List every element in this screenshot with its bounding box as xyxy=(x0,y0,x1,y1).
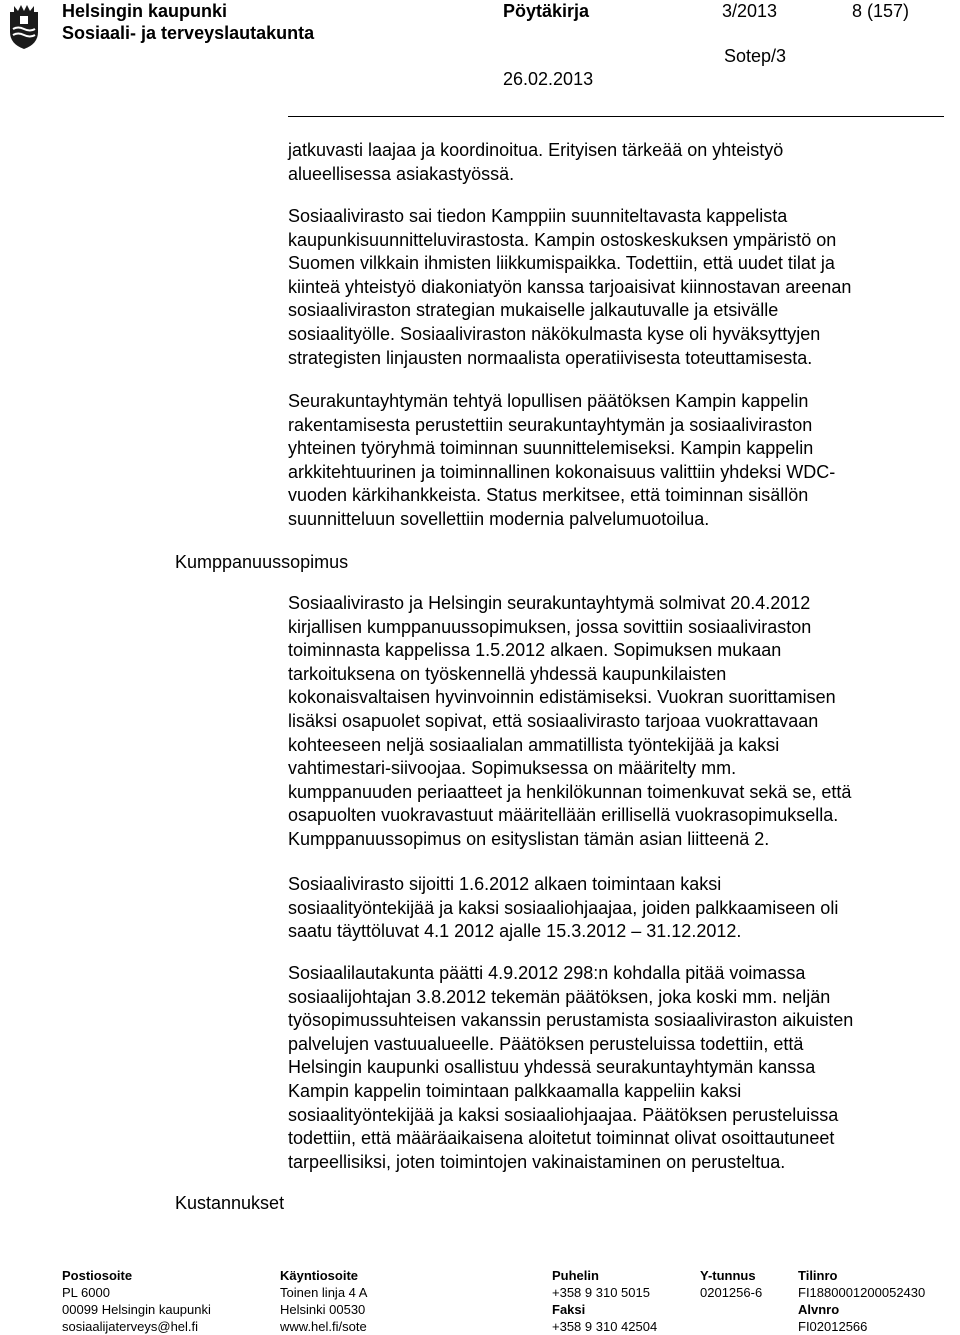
section-code: Sotep/3 xyxy=(724,46,787,66)
paragraph: Sosiaalivirasto sijoitti 1.6.2012 alkaen toimintaan kaksi sosiaalityöntekijää ja kaksi sosiaaliohjaajaa, joiden palkkaamiseen oli saatu täyttöluvat 4.1 2012 ajalle 15.3.2012 – 31.12.2012. xyxy=(288,874,839,942)
footer-email-link[interactable]: sosiaalijaterveys@hel.fi xyxy=(62,1319,199,1334)
board-name: Sosiaali- ja terveyslautakunta xyxy=(62,23,315,43)
footer-visiting-address: Käyntiosoite Toinen linja 4 A Helsinki 00530 www.hel.fi/sote xyxy=(280,1268,368,1334)
document-type: Pöytäkirja xyxy=(503,1,590,21)
organization-name: Helsingin kaupunki xyxy=(62,1,228,21)
page-number: 8 (157) xyxy=(852,1,910,21)
footer-account: Tilinro FI1880001200052430 Alvnro FI02012566 xyxy=(798,1268,926,1334)
meeting-date: 26.02.2013 xyxy=(503,69,594,89)
paragraph: Sosiaalilautakunta päätti 4.9.2012 298:n kohdalla pitää voimassa sosiaalijohtajan 3.8.2012 tekemän päätöksen, joka koski mm. neljän työsopimussuhteisen vakanssin perustamista sosiaaliviraston aikuisten palvelujen vastuualueelle. Päätöksen perusteluissa todettiin, että Helsingin kaupunki osallistuu yhdessä seurakuntayhtymän kanssa Kampin kappelin toimintaan palkkaamalla kappeliin kaksi sosiaalityöntekijää ja kaksi sosiaaliohjaajaa. Päätöksen perusteluissa todettiin, että määräaikaisena aloitetut toiminnat olivat osoittautuneet tarpeellisiksi, joten toimintojen vakinaistaminen on perusteltua. xyxy=(288,963,854,1172)
paragraph: Sosiaalivirasto ja Helsingin seurakuntayhtymä solmivat 20.4.2012 kirjallisen kumppanuussopimuksen, jossa sovittiin sosiaaliviraston toiminnasta kappelissa 1.5.2012 alkaen. Sopimuksen mukaan tarkoituksena on työskennellä yhdessä kaupunkilaisten kokonaisvaltaisen hyvinvoinnin edistämiseksi. Vuokran suorittamisen lisäksi osapuolet sopivat, että sosiaalivirasto tarjoaa vuokrattavaan kohteeseen neljä sosiaalialan ammatillista työntekijää ja kaksi vahtimestari-siivoojaa. Sopimuksessa on määritelty mm. kumppanuuden periaatteet ja henkilökunnan toimenkuvat sekä se, että osapuolten vuokravastuut määritellään erillisellä vuokrasopimuksella. Kumppanuussopimus on esityslistan tämän asian liitteenä 2. xyxy=(288,593,852,849)
paragraph: Seurakuntayhtymän tehtyä lopullisen päätöksen Kampin kappelin rakentamisesta perustettiin seurakuntayhtymän ja sosiaaliviraston yhteinen työryhmä toiminnan suunnittelemiseksi. Kampin kappelin arkkitehtuurinen ja toiminnallinen kokonaisuus valittiin yhdeksi WDC- vuoden kärkihankkeista. Status merkitsee, että toiminnan sisällön suunnitteluun sovellettiin modernia palvelumuotoilua. xyxy=(288,391,836,529)
footer-postal-address: Postiosoite PL 6000 00099 Helsingin kaupunki sosiaalijaterveys@hel.fi xyxy=(62,1268,211,1334)
side-heading-partnership: Kumppanuussopimus xyxy=(175,552,349,572)
paragraph: Sosiaalivirasto sai tiedon Kamppiin suunniteltavasta kappelista kaupunkisuunnitteluvirastosta. Kampin ostoskeskuksen ympäristö on Suomen vilkkain ihmisten liikkumispaikka. Todettiin, että uudet tilat ja kiinteä yhteistyö diakoniatyön kanssa tarjoaisivat kiinnostavan areenan sosiaaliviraston strategian mukaiselle jalkautuvalle ja etsivälle sosiaalityölle. Sosiaaliviraston näkökulmasta kyse oli hyväksyttyjen strategisten linjausten normaalista operatiivisesta toteuttamisesta. xyxy=(288,206,852,368)
header-rule xyxy=(288,116,944,117)
side-heading-costs: Kustannukset xyxy=(175,1193,285,1213)
footer-business-id: Y-tunnus 0201256-6 xyxy=(700,1268,763,1300)
footer-website-link[interactable]: www.hel.fi/sote xyxy=(280,1319,367,1334)
paragraph: jatkuvasti laajaa ja koordinoitua. Erityisen tärkeää on yhteistyö alueellisessa asiakastyössä. xyxy=(288,140,784,184)
document-number: 3/2013 xyxy=(722,1,778,21)
helsinki-coat-of-arms-logo xyxy=(4,2,44,50)
footer-phone: Puhelin +358 9 310 5015 Faksi +358 9 310 42504 xyxy=(552,1268,658,1334)
